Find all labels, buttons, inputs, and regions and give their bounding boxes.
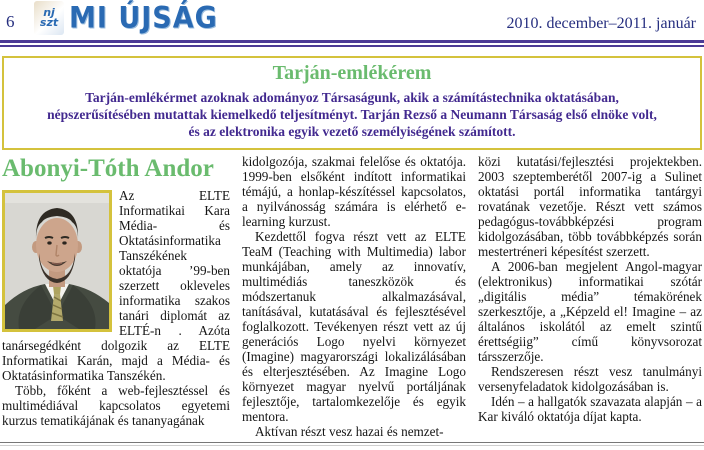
paragraph: közi kutatási/fejlesztési projektekben. 2003 szeptemberétől 2007-ig a Sulinet oktatási portál informatika tantárgyi rovatának vezetője. Részt vett számos pedagógus-továbbképzési program kidolgozásában, több továbbképzés során mestertréneri képesítést szerzett. <box>478 154 702 259</box>
paragraph: Idén – a hallgatók szavazata alapján – a Kar kiváló oktatója díjat kapta. <box>478 394 702 424</box>
article-column-1 <box>2 154 230 439</box>
award-box-title: Tarján-emlékérem <box>272 62 432 84</box>
header-divider-rule <box>0 40 704 47</box>
newsletter-title: MI ÚJSÁG <box>69 1 218 36</box>
paragraph: Több, főként a web-fejlesztéssel és multimédiával kapcsolatos egyetemi kurzus tematikájának és tananyagának <box>2 383 230 428</box>
portrait-photo <box>2 190 112 332</box>
award-announcement-box <box>2 56 702 150</box>
article-title: Abonyi-Tóth Andor <box>2 155 214 182</box>
emblem-bottom-text: szt <box>39 16 59 29</box>
award-box-text-line: népszerűsítésében mutattak kiemelkedő teljesítményt. Tarján Rezső a Neumann Társaság első elnöke volt, <box>47 107 657 122</box>
njszt-mi-ujsag-logo <box>34 1 218 35</box>
award-box-text-line: Tarján-emlékérmet azoknak adományoz Társaságunk, akik a számítástechnika oktatásában, <box>85 90 619 105</box>
paragraph: Kezdettől fogva részt vett az ELTE TeaM (Teaching with Multimedia) labor munkájában, amely az innovatív, multimédiás taneszközök és módszertanuk alkalmazásával, tanításával, kutatásával és fejlesztésével foglalkozott. Tevékenyen részt vett az új generációs Logo nyelvi környezet (Imagine) magyarországi lokalizálásában és elterjesztésében. Az Imagine Logo környezet magyar nyelvű portáljának fejlesztője, tartalomkezelője és egyik mentora. <box>242 229 466 424</box>
paragraph: Aktívan részt vesz hazai és nemzet- <box>255 424 444 439</box>
njszt-emblem-icon <box>34 1 64 35</box>
page-bottom-rule <box>0 442 704 446</box>
article-column-3 <box>478 154 702 439</box>
emblem-top-text: nj <box>43 6 55 19</box>
page-number: 6 <box>6 12 15 31</box>
award-box-text-line: és az elektronika egyik vezető személyiségének számított. <box>188 124 516 139</box>
issue-date: 2010. december–2011. január <box>506 15 696 32</box>
paragraph: kidolgozója, szakmai felelőse és oktatója. 1999-ben elsőként indított informatikai témájú, a honlap-készítéssel kapcsolatos, a nyilvánosság számára is elérhető e-learning kurzust. <box>242 154 466 229</box>
paragraph: A 2006-ban megjelent Angol-magyar (elektronikus) informatikai szótár „digitális média” témakörének szerkesztője, a „Képzeld el! Imagine – az általános iskolától az emelt szintű érettségiig” című könyvsorozat társszerzője. <box>478 259 702 364</box>
paragraph: Az ELTE Informatikai Kara Média- és Oktatásinformatika Tanszékének oktatója ’99-ben szerzett okleveles informatika szakos tanári diplomát az ELTÉ-n . Azóta tanársegédként dolgozik az ELTE Informatikai Karán, majd a Média- és Oktatásinformatika Tanszékén. <box>2 188 230 383</box>
article-column-2 <box>242 154 466 439</box>
paragraph: Rendszeresen részt vesz tanulmányi versenyfeladatok kidolgozásában is. <box>478 364 702 394</box>
page-header <box>0 0 704 40</box>
article-body <box>0 150 704 439</box>
